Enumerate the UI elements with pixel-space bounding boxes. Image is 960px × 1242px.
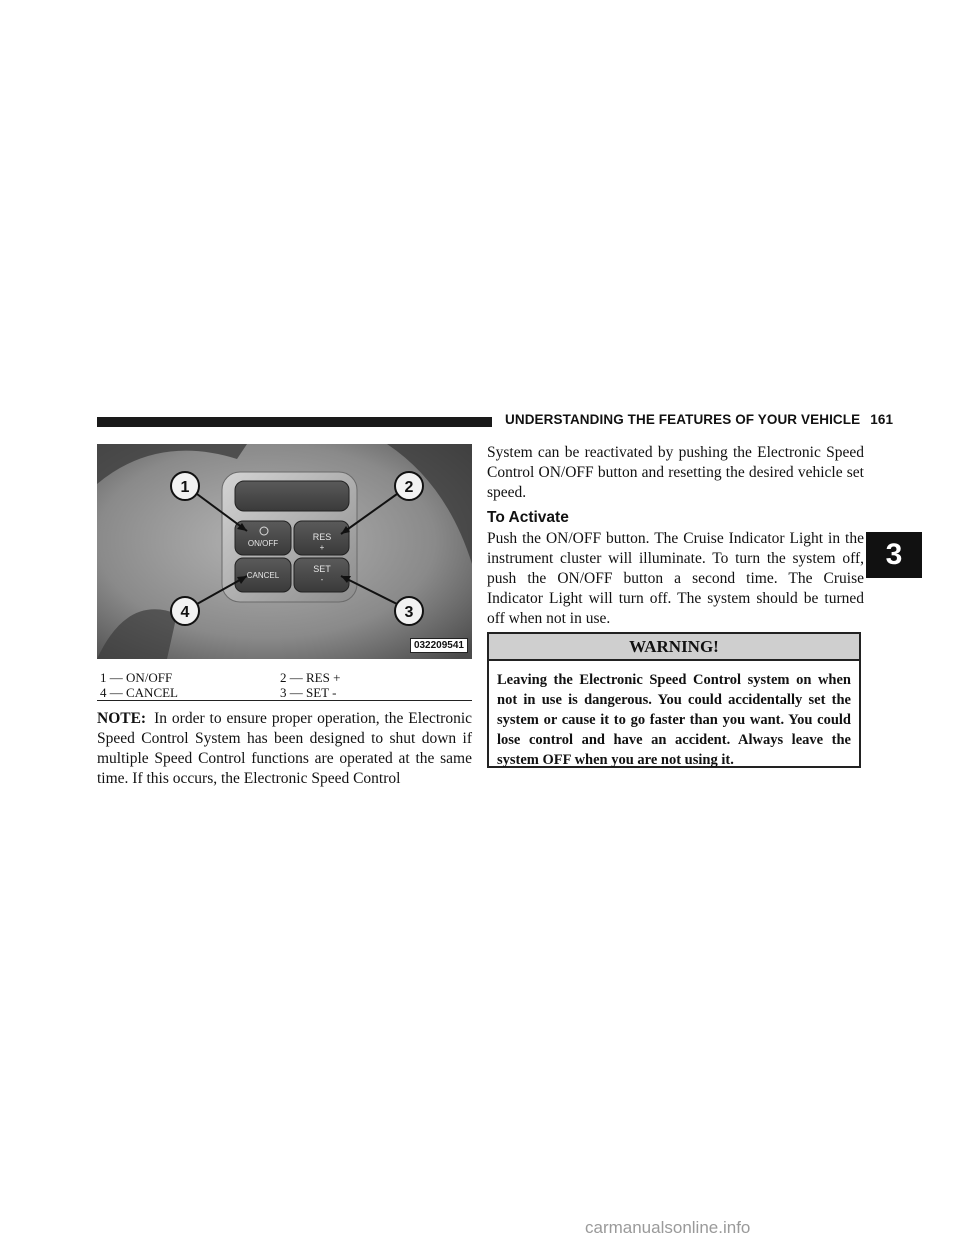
callout-number-4: 4 xyxy=(180,604,190,621)
on-off-label: ON/OFF xyxy=(247,539,279,548)
legend-item: 4 — CANCEL xyxy=(100,685,178,700)
legend-item: 2 — RES + xyxy=(280,670,341,685)
warning-box xyxy=(487,632,861,768)
legend-item: 1 — ON/OFF xyxy=(100,670,173,685)
callout-number-1: 1 xyxy=(180,479,190,496)
image-code: 032209541 xyxy=(410,638,468,653)
legend-item: 3 — SET - xyxy=(280,685,337,700)
continued-paragraph: System can be reactivated by pushing the Electronic Speed Control ON/OFF button and resetting the desired vehicle set speed. xyxy=(487,444,864,501)
set-sign: - xyxy=(320,575,324,584)
note-paragraph xyxy=(97,709,472,789)
header-rule xyxy=(97,417,492,427)
section-title: UNDERSTANDING THE FEATURES OF YOUR VEHICLE xyxy=(505,412,861,427)
callout-number-2: 2 xyxy=(404,479,414,496)
to-activate-heading: To Activate xyxy=(487,509,569,526)
steering-wheel-speed-control-figure xyxy=(97,444,472,659)
note-text: In order to ensure proper operation, the Electronic Speed Control System has been designed to shut down if multiple Speed Control functions are operated at the same time. If this occurs, the Electronic Speed Control xyxy=(97,710,472,787)
legend-divider xyxy=(97,700,472,701)
warning-text: Leaving the Electronic Speed Control system on when not in use is dangerous. You could accidentally set the system or cause it to go faster than you want. You could lose control and have an accident. Always leave the system OFF when you are not using it. xyxy=(497,672,851,768)
watermark: carmanualsonline.info xyxy=(585,1218,751,1237)
callout-number-3: 3 xyxy=(404,604,414,621)
figure-legend xyxy=(100,670,472,700)
res-sign: + xyxy=(319,543,325,552)
legend-row xyxy=(100,685,472,700)
res-label: RES xyxy=(312,532,332,542)
chapter-tab: 3 xyxy=(866,532,922,578)
running-header xyxy=(505,412,894,427)
speed-control-illustration xyxy=(97,444,472,659)
cancel-label: CANCEL xyxy=(246,571,280,580)
legend-row xyxy=(100,670,472,685)
warning-title: WARNING! xyxy=(489,634,859,661)
set-label: SET xyxy=(313,564,331,574)
page-number: 161 xyxy=(870,412,894,427)
to-activate-paragraph: Push the ON/OFF button. The Cruise Indicator Light in the instrument cluster will illuminate. To turn the system off, push the ON/OFF button a second time. The Cruise Indicator Light will turn off. The system should be turned off when not in use. xyxy=(487,530,864,627)
note-label: NOTE: xyxy=(97,710,147,727)
